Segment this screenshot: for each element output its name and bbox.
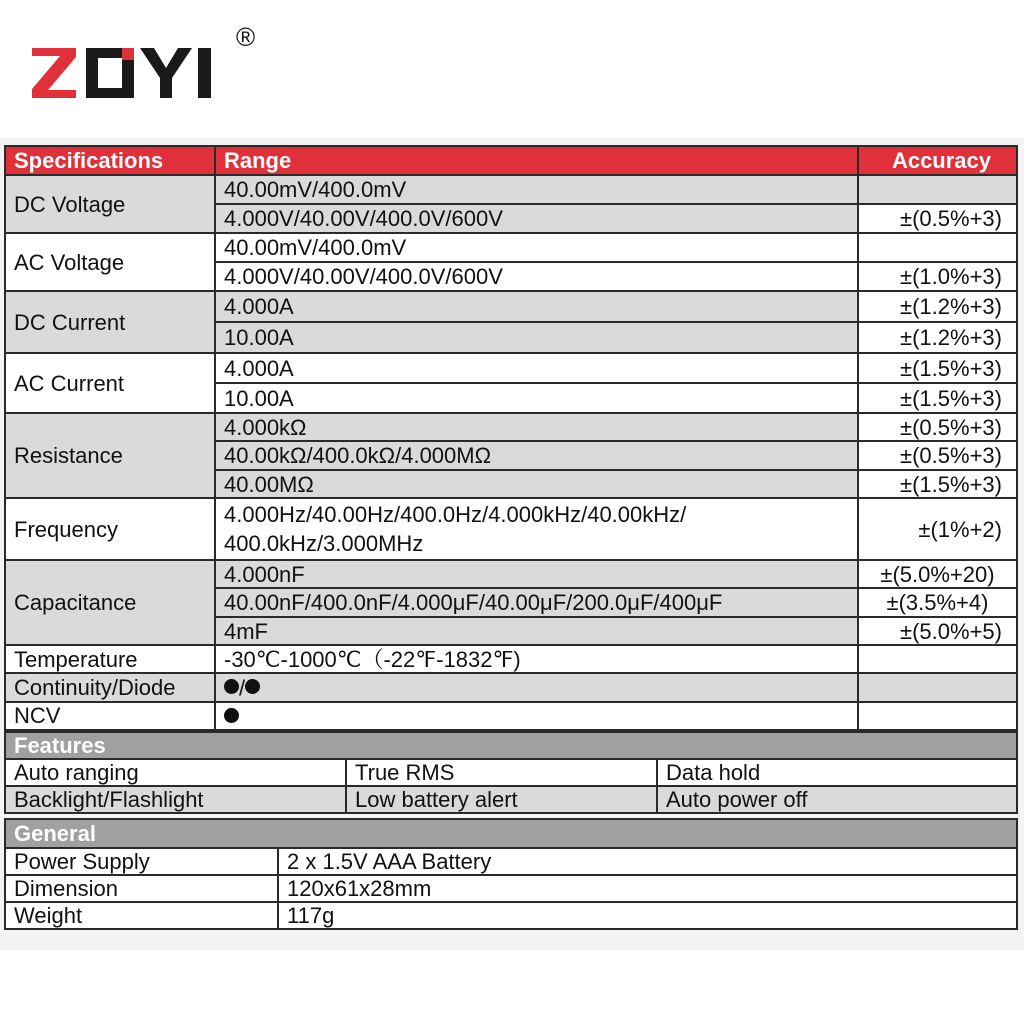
header-accuracy: Accuracy xyxy=(858,146,1017,175)
general-value: 2 x 1.5V AAA Battery xyxy=(278,848,1017,875)
accuracy-cell xyxy=(858,175,1017,204)
spec-name: AC Voltage xyxy=(5,233,215,291)
supported-dot-icon xyxy=(245,679,260,694)
spec-name: Continuity/Diode xyxy=(5,673,215,702)
range-cell: 40.00mV/400.0mV xyxy=(215,175,858,204)
accuracy-cell: ±(1.5%+3) xyxy=(858,383,1017,413)
range-cell xyxy=(215,498,858,560)
accuracy-cell: ±(1%+2) xyxy=(858,498,1017,560)
feature-item: True RMS xyxy=(346,759,657,786)
general-table xyxy=(4,818,1018,930)
accuracy-cell: ±(1.2%+3) xyxy=(858,291,1017,322)
table-row xyxy=(5,498,1017,560)
feature-item: Low battery alert xyxy=(346,786,657,813)
table-row xyxy=(5,291,1017,322)
general-label: Power Supply xyxy=(5,848,278,875)
spec-name: Frequency xyxy=(5,498,215,560)
table-row xyxy=(5,560,1017,588)
range-cell: 4.000A xyxy=(215,353,858,383)
table-row xyxy=(5,233,1017,262)
spec-name: Capacitance xyxy=(5,560,215,645)
table-row xyxy=(5,645,1017,673)
table-row xyxy=(5,902,1017,929)
accuracy-cell xyxy=(858,645,1017,673)
table-row xyxy=(5,759,1017,786)
accuracy-cell: ±(1.5%+3) xyxy=(858,353,1017,383)
accuracy-cell: ±(1.0%+3) xyxy=(858,262,1017,291)
spec-name: AC Current xyxy=(5,353,215,413)
feature-item: Backlight/Flashlight xyxy=(5,786,346,813)
features-title: Features xyxy=(5,732,1017,759)
table-row xyxy=(5,875,1017,902)
feature-item: Data hold xyxy=(657,759,1017,786)
table-row xyxy=(5,848,1017,875)
general-title: General xyxy=(5,819,1017,848)
table-row xyxy=(5,786,1017,813)
supported-dot-icon xyxy=(224,679,239,694)
accuracy-cell xyxy=(858,233,1017,262)
zoyi-logo xyxy=(28,42,248,102)
general-label: Dimension xyxy=(5,875,278,902)
range-cell: 4.000V/40.00V/400.0V/600V xyxy=(215,262,858,291)
general-label: Weight xyxy=(5,902,278,929)
accuracy-cell xyxy=(858,673,1017,702)
separator: / xyxy=(239,675,246,701)
range-cell: 4.000nF xyxy=(215,560,858,588)
range-cell: 4.000kΩ xyxy=(215,413,858,441)
accuracy-cell xyxy=(858,702,1017,730)
range-cell: 4.000A xyxy=(215,291,858,322)
range-cell: 40.00MΩ xyxy=(215,470,858,498)
accuracy-cell: ±(0.5%+3) xyxy=(858,204,1017,233)
table-row xyxy=(5,353,1017,383)
range-cell: 10.00A xyxy=(215,383,858,413)
range-cell: -30℃-1000℃（-22℉-1832℉) xyxy=(215,645,858,673)
range-cell: 40.00nF/400.0nF/4.000μF/40.00μF/200.0μF/400μF xyxy=(215,588,858,617)
accuracy-cell: ±(0.5%+3) xyxy=(858,413,1017,441)
range-line: 4.000Hz/40.00Hz/400.0Hz/4.000kHz/40.00kHz/ xyxy=(224,502,687,527)
accuracy-cell: ±(1.5%+3) xyxy=(858,470,1017,498)
spec-header-row xyxy=(5,146,1017,175)
range-cell: 4.000V/40.00V/400.0V/600V xyxy=(215,204,858,233)
spec-name: DC Voltage xyxy=(5,175,215,233)
accuracy-cell: ±(0.5%+3) xyxy=(858,441,1017,470)
general-value: 117g xyxy=(278,902,1017,929)
table-row xyxy=(5,175,1017,204)
range-cell: 4mF xyxy=(215,617,858,645)
accuracy-cell: ±(5.0%+20) xyxy=(858,560,1017,588)
features-header xyxy=(5,732,1017,759)
table-row xyxy=(5,702,1017,730)
range-cell: 40.00mV/400.0mV xyxy=(215,233,858,262)
header-range: Range xyxy=(215,146,858,175)
registered-mark: ® xyxy=(236,22,256,52)
accuracy-cell: ±(5.0%+5) xyxy=(858,617,1017,645)
accuracy-cell: ±(1.2%+3) xyxy=(858,322,1017,353)
feature-item: Auto power off xyxy=(657,786,1017,813)
range-cell: 10.00A xyxy=(215,322,858,353)
range-cell xyxy=(215,702,858,730)
general-value: 120x61x28mm xyxy=(278,875,1017,902)
spec-name: Resistance xyxy=(5,413,215,498)
accuracy-cell: ±(3.5%+4) xyxy=(858,588,1017,617)
feature-item: Auto ranging xyxy=(5,759,346,786)
features-table xyxy=(4,731,1018,814)
range-cell: 40.00kΩ/400.0kΩ/4.000MΩ xyxy=(215,441,858,470)
spec-name: NCV xyxy=(5,702,215,730)
spec-name: Temperature xyxy=(5,645,215,673)
spec-table xyxy=(4,145,1018,731)
general-header xyxy=(5,819,1017,848)
range-cell xyxy=(215,673,858,702)
header-specifications: Specifications xyxy=(5,146,215,175)
supported-dot-icon xyxy=(224,708,239,723)
table-row xyxy=(5,673,1017,702)
spec-name: DC Current xyxy=(5,291,215,353)
range-line: 400.0kHz/3.000MHz xyxy=(224,531,424,556)
table-row xyxy=(5,413,1017,441)
